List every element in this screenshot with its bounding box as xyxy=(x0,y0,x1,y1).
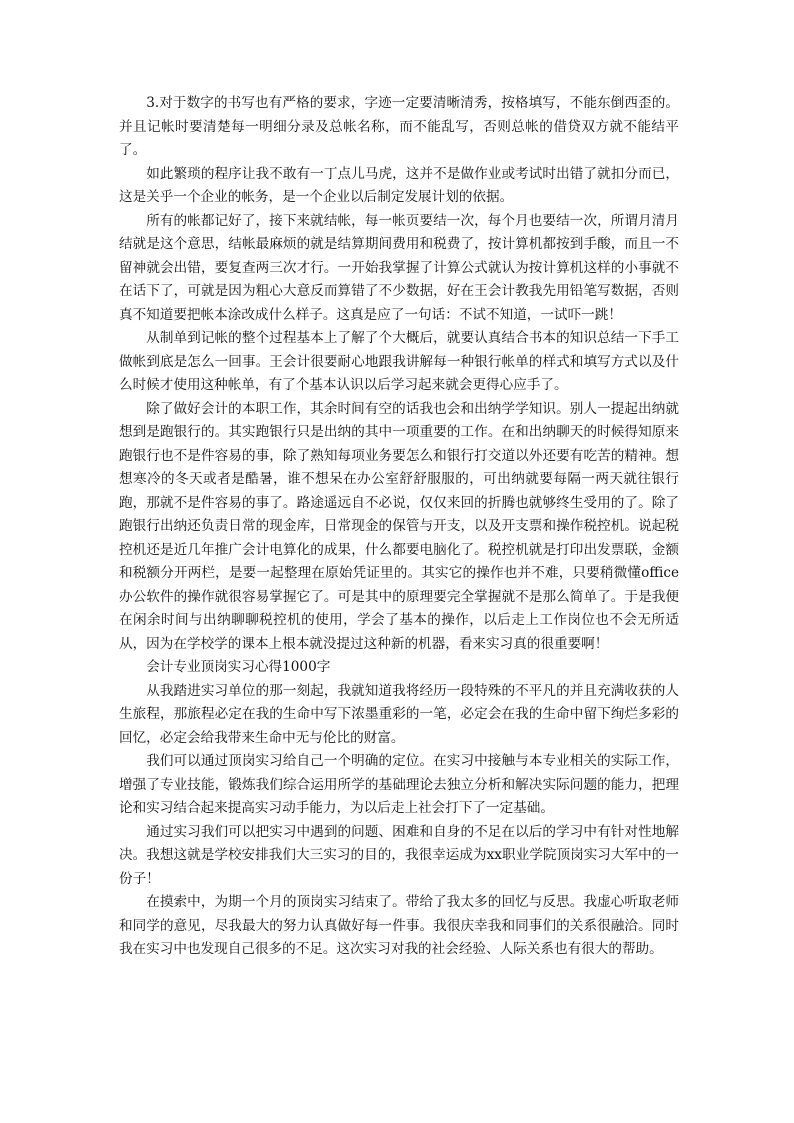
section-heading: 会计专业顶岗实习心得1000字 xyxy=(146,659,331,675)
paragraph-conclusion: 在摸索中，为期一个月的顶岗实习结束了。带给了我太多的回忆与反思。我虚心听取老师和同学的意见，尽我最大的努力认真做好每一件事。我很庆幸我和同事们的关系很融洽。同时我在实习中也发现自己很多的不足。这次实习对我的社会经验、人际关系也有很大的帮助。 xyxy=(119,894,679,957)
paragraph-cashier-work: 除了做好会计的本职工作，其余时间有空的话我也会和出纳学学知识。别人一提起出纳就想到是跑银行的。其实跑银行只是出纳的其中一项重要的工作。在和出纳聊天的时候得知原来跑银行也不是件容易的事，除了熟知每项业务要怎么和银行打交道以外还要有吃苦的精神。想想寒冷的冬天或者是酷暑，谁不想呆在办公室舒舒服服的，可出纳就要每隔一两天就往银行跑，那就不是件容易的事了。路途遥远自不必说，仅仅来回的折腾也就够终生受用的了。除了跑银行出纳还负责日常的现金库，日常现金的保管与开支，以及开支票和操作税控机。说起税控机还是近几年推广会计电算化的成果，什么都要电脑化了。税控机就是打印出发票联，金额和税额分开两栏，是要一起整理在原始凭证里的。其实它的操作也并不难，只要稍微懂office办公软件的操作就很容易掌握它了。可是其中的原理要完全掌握就不是那么简单了。于是我便在闲余时间与出纳聊聊税控机的使用，学会了基本的操作，以后走上工作岗位也不会无所适从，因为在学校学的课本上根本就没提过这种新的机器，看来实习真的很重要啊！ xyxy=(119,400,679,652)
paragraph-closing-accounts: 所有的帐都记好了，接下来就结帐，每一帐页要结一次，每个月也要结一次，所谓月清月结就是这个意思，结帐最麻烦的就是结算期间费用和税费了，按计算机都按到手酸，而且一不留神就会出错，要复查两三次才行。一开始我掌握了计算公式就认为按计算机这样的小事就不在话下了，可就是因为粗心大意反而算错了不少数据，好在王会计教我先用铅笔写数据，否则真不知道要把帐本涂改成什么样子。这真是应了一句话：不试不知道，一试吓一跳！ xyxy=(119,212,679,323)
paragraph-internship-start: 从我踏进实习单位的那一刻起，我就知道我将经历一段特殊的不平凡的并且充满收获的人生旅程，那旅程必定在我的生命中写下浓墨重彩的一笔，必定会在我的生命中留下绚烂多彩的回忆，必定会给我带来生命中无与伦比的财富。 xyxy=(119,682,679,746)
paragraph-problem-solving: 通过实习我们可以把实习中遇到的问题、困难和自身的不足在以后的学习中有针对性地解决。我想这就是学校安排我们大三实习的目的，我很幸运成为xx职业学院顶岗实习大军中的一份子！ xyxy=(119,823,679,887)
paragraph-manual-bookkeeping: 从制单到记帐的整个过程基本上了解了个大概后，就要认真结合书本的知识总结一下手工做帐到底是怎么一回事。王会计很要耐心地跟我讲解每一种银行帐单的样式和填写方式以及什么时候才使用这种帐单，有了个基本认识以后学习起来就会更得心应手了。 xyxy=(119,330,679,393)
paragraph-careful-procedure: 如此繁琐的程序让我不敢有一丁点儿马虎，这并不是做作业或考试时出错了就扣分而已，这是关乎一个企业的帐务，是一个企业以后制定发展计划的依据。 xyxy=(119,165,679,205)
paragraph-positioning: 我们可以通过顶岗实习给自己一个明确的定位。在实习中接触与本专业相关的实际工作，增强了专业技能，锻炼我们综合运用所学的基础理论去独立分析和解决实际问题的能力，把理论和实习结合起来提高实习动手能力，为以后走上社会打下了一定基础。 xyxy=(119,753,679,816)
paragraph-digit-writing: 3.对于数字的书写也有严格的要求，字迹一定要清晰清秀，按格填写，不能东倒西歪的。并且记帐时要清楚每一明细分录及总帐名称，而不能乱写，否则总帐的借贷双方就不能结平了。 xyxy=(119,95,679,158)
